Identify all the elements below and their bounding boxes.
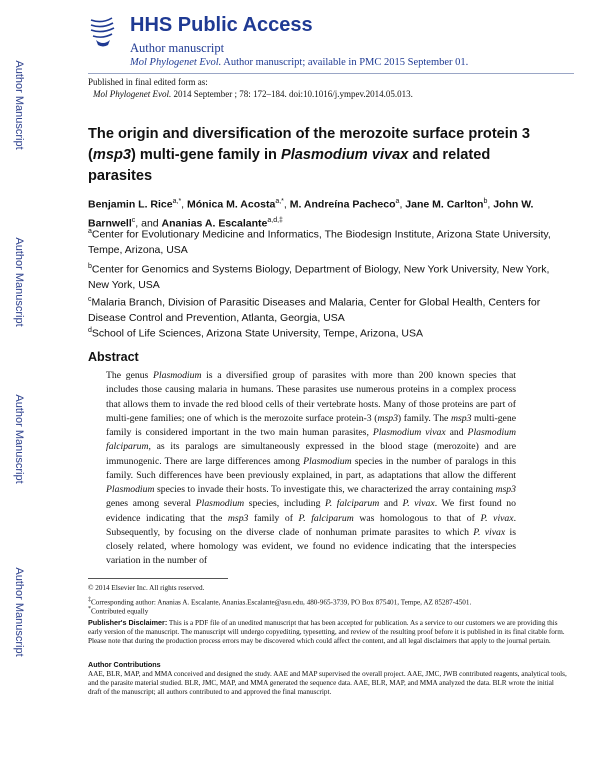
citation-line: [93, 89, 413, 99]
abstract-italic-term: msp3: [450, 412, 472, 424]
affiliation-text: Center for Evolutionary Medicine and Informatics, The Biodesign Institute, Arizona State University, Tempe, Arizona, USA: [88, 228, 551, 256]
abstract-text: , as its paralogs are simultaneously expressed in the blood stage (merozoite) and are immunogenic. There are large differences among: [106, 441, 516, 467]
abstract-italic-term: Plasmodium: [195, 498, 245, 510]
affiliation-marker: b: [88, 263, 92, 270]
title-segment: ) multi-gene family in: [131, 147, 282, 163]
title-segment: The origin and diversification of the merozoite surface protein 3 (: [88, 126, 530, 163]
abstract-text: The genus: [106, 370, 153, 381]
author-name: Jane M. Carlton: [405, 198, 484, 211]
affiliation-b: [88, 259, 558, 293]
hhs-subtitle: Author manuscript: [130, 41, 225, 55]
article-title: [88, 124, 558, 187]
citation-text: 2014 September ; 78: 172–184. doi:10.1016/j.ympev.2014.05.013.: [171, 89, 413, 99]
abstract-italic-term: P. vivax: [402, 498, 435, 510]
hhs-journal-line: [130, 57, 468, 68]
affiliation-text: Center for Genomics and Systems Biology, Department of Biology, New York University, New York, New York, USA: [88, 263, 550, 291]
sidebar-label-4: Author Manuscript: [13, 567, 25, 657]
author-affiliation-marker: a,*: [275, 198, 284, 205]
contributed-text: Contributed equally: [91, 607, 149, 616]
author-name: Mónica M. Acosta: [187, 198, 276, 211]
author-separator: ,: [399, 198, 406, 211]
title-italic-species: Plasmodium vivax: [281, 147, 409, 163]
contrib-heading: [88, 660, 568, 670]
availability-text: Author manuscript; available in PMC 2015 September 01.: [221, 57, 469, 68]
footnote-divider: [88, 578, 228, 579]
author-affiliation-marker: a: [395, 198, 400, 205]
title-segment: and related parasites: [88, 147, 491, 184]
author-name: M. Andreína Pacheco: [289, 198, 396, 211]
sidebar-label-2: Author Manuscript: [13, 237, 25, 327]
journal-abbrev: Mol Phylogenet Evol.: [130, 57, 222, 68]
author-separator: ,: [487, 198, 494, 211]
affiliation-text: School of Life Sciences, Arizona State University, Tempe, Arizona, USA: [91, 327, 424, 340]
affiliation-a: [88, 224, 558, 258]
affiliation-marker: a: [88, 228, 92, 235]
abstract-text: family of: [248, 512, 299, 524]
header-divider: [88, 73, 574, 74]
author-name: John W. Barnwell: [88, 198, 534, 229]
contributed-note: [88, 605, 568, 616]
abstract-italic-term: Plasmodium: [153, 370, 202, 381]
abstract-italic-term: Plasmodium falciparum: [106, 427, 516, 453]
abstract-italic-term: P. falciparum: [298, 512, 354, 524]
contrib-heading-text: Author Contributions: [88, 660, 161, 669]
author-affiliation-marker: a,*: [172, 198, 182, 205]
abstract-italic-term: Plasmodium: [303, 455, 352, 467]
abstract-text: species in the number of paralogs in this family. Such differences have been previously explained, in part, as adaptations that allow the different: [106, 455, 516, 481]
copyright-note: © 2014 Elsevier Inc. All rights reserved.: [88, 584, 205, 592]
abstract-text: . Subsequently, by focusing on the diverse clade of nonhuman primate parasites to which: [106, 512, 516, 538]
author-affiliation-marker: a,d,‡: [267, 216, 283, 224]
affiliation-marker: d: [88, 327, 92, 334]
affiliation-marker: c: [88, 296, 92, 303]
abstract-text: is a diversified group of parasites with more than 200 known species that includes those causing malaria in humans. These parasites use numerous proteins in a complex process that allows them to invade the red blood cells of their vertebrate hosts. Many of those proteins are part of multi-gene families; one of which is the merozoite surface protein-3 (: [106, 370, 516, 424]
sidebar-label-3: Author Manuscript: [13, 394, 25, 484]
hhs-title: HHS Public Access: [130, 14, 313, 36]
abstract-italic-term: msp3: [377, 412, 398, 424]
author-name: Ananias A. Escalante: [161, 217, 268, 229]
abstract-italic-term: msp3: [495, 484, 516, 495]
corresponding-text: Corresponding author: Ananias A. Escalante, Ananias.Escalante@asu.edu, 480-965-3739, PO Box 875401, Tempe, AZ 85287-4501.: [91, 598, 472, 607]
abstract-text: was homologous to that of: [353, 512, 481, 524]
abstract-text: genes among several: [106, 498, 196, 510]
abstract-italic-term: P. falciparum: [325, 498, 380, 510]
abstract-text: is closely related, where homology was evident, we found no evidence indicating that the interspecies variation in the number of: [106, 526, 516, 567]
abstract-text: ) family. The: [397, 412, 451, 424]
sidebar-label-1: Author Manuscript: [13, 60, 25, 150]
abstract-body: [106, 369, 516, 569]
abstract-text: species, including: [244, 498, 326, 510]
author-separator: , and: [135, 217, 162, 229]
abstract-text: multi-gene family is considered important in the two main human parasites,: [106, 412, 517, 438]
author-affiliation-marker: b: [483, 198, 488, 205]
author-affiliation-marker: c: [131, 216, 136, 224]
affiliation-text: Malaria Branch, Division of Parasitic Diseases and Malaria, Center for Global Health, Centers for Disease Control and Prevention, Atlanta, Georgia, USA: [88, 296, 541, 324]
citation-journal: Mol Phylogenet Evol.: [93, 89, 172, 99]
disclaimer-note: [88, 618, 568, 646]
hhs-eagle-logo-icon: [88, 14, 118, 48]
abstract-text: and: [379, 498, 403, 510]
author-separator: ,: [283, 198, 290, 211]
abstract-heading: Abstract: [88, 350, 139, 364]
abstract-text: . We first found no evidence indicating that the: [106, 498, 516, 524]
abstract-text: species to invade their hosts. To investigate this, we characterized the array containing: [154, 484, 496, 495]
footnote-marker: ‡: [88, 597, 91, 603]
abstract-italic-term: P. vivax: [473, 526, 506, 538]
disclaimer-text: This is a PDF file of an unedited manuscript that has been accepted for publication. As a service to our customers we are providing this early version of the manuscript. The manuscript will undergo copyediting, typesetting, and review of the resulting proof before it is published in its final citable form. Please note that during the production process errors may be discovered which could affect the content, and all legal disclaimers that apply to the journal pertain.: [88, 619, 565, 645]
affiliation-d: [88, 323, 558, 342]
footnote-marker: *: [88, 606, 91, 612]
published-label: Published in final edited form as:: [88, 77, 208, 87]
abstract-italic-term: Plasmodium vivax: [372, 427, 446, 438]
abstract-italic-term: Plasmodium: [106, 484, 155, 495]
disclaimer-label: Publisher's Disclaimer:: [88, 618, 168, 627]
author-name: Benjamin L. Rice: [88, 198, 173, 211]
abstract-italic-term: P. vivax: [480, 512, 514, 524]
abstract-italic-term: msp3: [227, 512, 249, 524]
author-separator: ,: [181, 198, 188, 211]
title-italic-msp3: msp3: [92, 147, 131, 163]
contrib-note: AAE, BLR, MAP, and MMA conceived and designed the study. AAE and MAP supervised the overall project. AAE, JMC, JWB contributed reagents, analytical tools, and the parasite material studied. BLR, JMC, MAP, and MMA generated the sequence data. AAE, BLR, MAP, and MMA analyzed the data. BLR wrote the initial draft of the manuscript; all authors contributed to and approved the final manuscript.: [88, 670, 567, 696]
abstract-text: and: [445, 427, 468, 438]
affiliation-c: [88, 292, 558, 326]
